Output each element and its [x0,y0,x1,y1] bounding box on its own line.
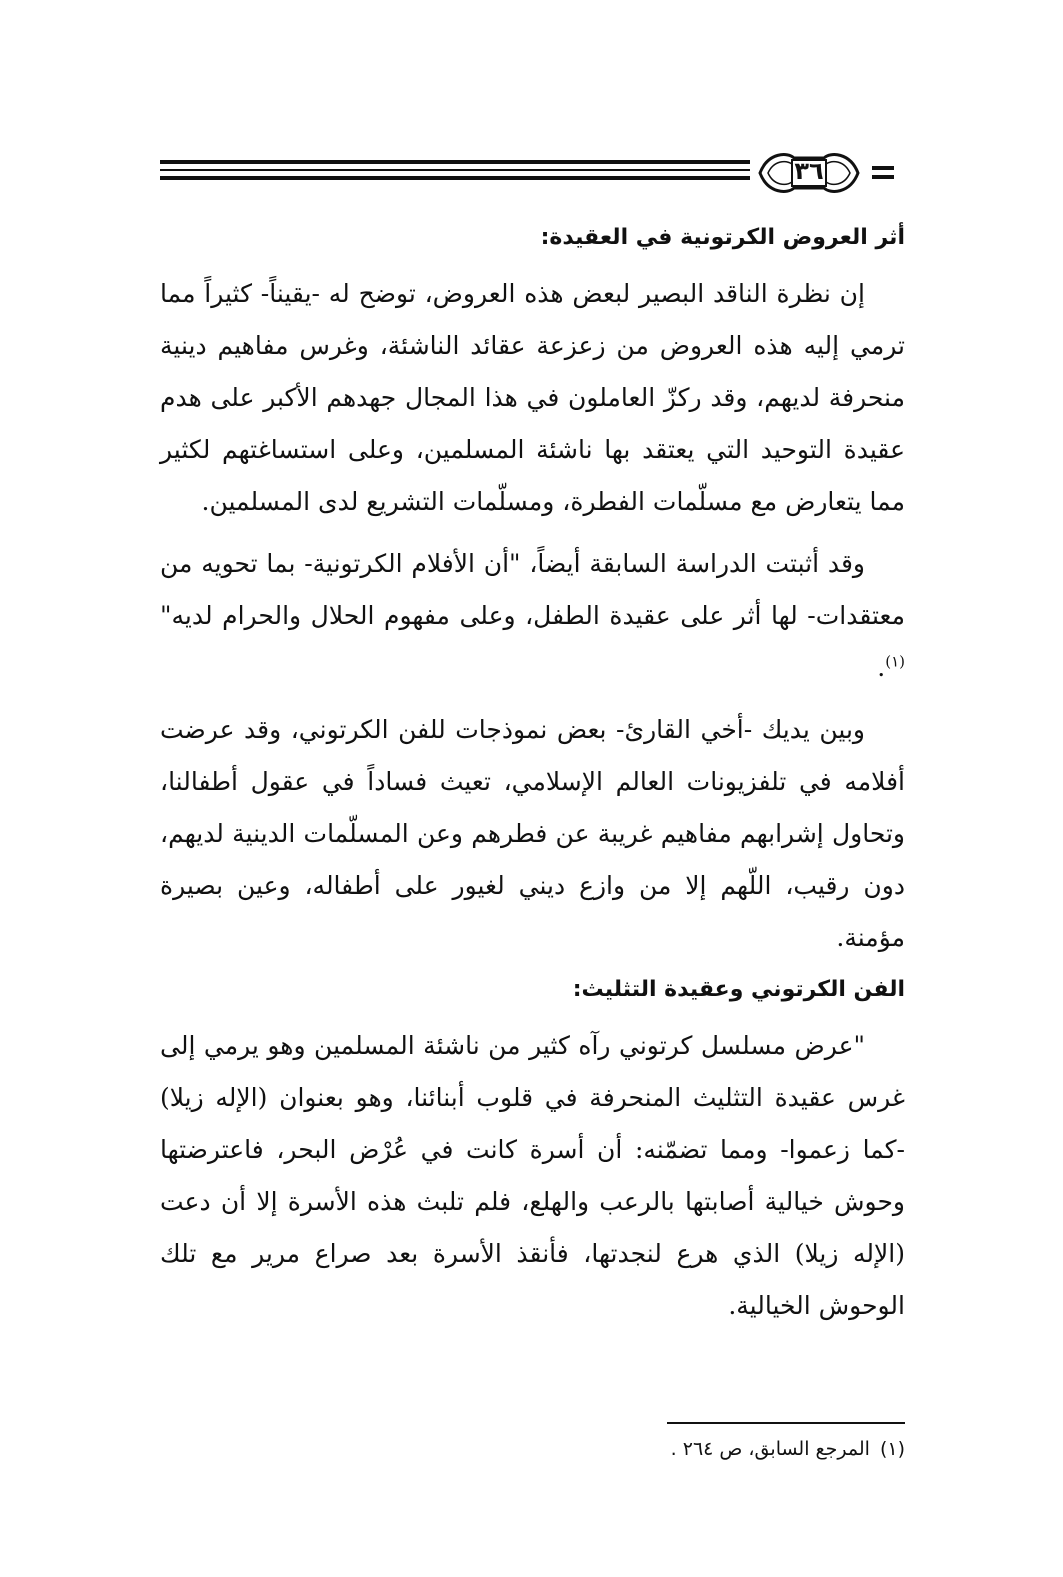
header-rule [160,160,750,186]
header-end-dash [872,166,894,180]
section-heading: الفن الكرتوني وعقيدة التثليث: [572,977,905,1002]
footnote [305,1434,905,1464]
quote-end: . [877,653,886,682]
paragraph: إن نظرة الناقد البصير لبعض هذه العروض، توضح له -يقيناً- كثيراً مما ترمي إليه هذه العروض من زعزعة عقائد الناشئة، وغرس مفاهيم دينية منحرفة لديهم، وقد ركزّ العاملون في هذا المجال جهدهم الأكبر على هدم عقيدة التوحيد التي يعتقد بها ناشئة المسلمين، وعلى استساغتهم لكثير مما يتعارض مع مسلّمات الفطرة، ومسلّمات التشريع لدى المسلمين. [160,279,905,516]
quote-text: وقد أثبتت الدراسة السابقة أيضاً، "أن الأفلام الكرتونية- بما تحويه من معتقدات- لها أثر على عقيدة الطفل، وعلى مفهوم الحلال والحرام لديه" [160,549,905,630]
footnote-reference[interactable]: (١) [885,652,905,671]
page-header [160,148,905,200]
page-content [160,218,905,1342]
footnote-text: المرجع السابق، ص ٢٦٤ . [670,1438,870,1460]
footnote-mark: (١) [879,1438,905,1460]
paragraph: وبين يديك -أخي القارئ- بعض نموذجات للفن الكرتوني، وقد عرضت أفلامه في تلفزيونات العالم الإسلامي، تعيث فساداً في عقول أطفالنا، وتحاول إشرابهم مفاهيم غريبة عن فطرهم وعن المسلّمات الدينية لديهم، دون رقيب، اللّهم إلا من وازع ديني لغيور على أطفاله، وعين بصيرة مؤمنة. [160,715,905,952]
page-number-ornament [754,148,864,198]
page-number: ٣٦ [794,157,824,185]
section-heading: أثر العروض الكرتونية في العقيدة: [540,225,905,250]
quote-paragraph [160,538,905,694]
paragraph: "عرض مسلسل كرتوني رآه كثير من ناشئة المسلمين وهو يرمي إلى غرس عقيدة التثليث المنحرفة في قلوب أبنائنا، وهو بعنوان (الإله زيلا) -كما زعموا- ومما تضمّنه: أن أسرة كانت في عُرْض البحر، فاعترضتها وحوش خيالية أصابتها بالرعب والهلع، فلم تلبث هذه الأسرة إلا أن دعت (الإله زيلا) الذي هرع لنجدتها، فأنقذ الأسرة بعد صراع مرير مع تلك الوحوش الخيالية. [160,1031,905,1320]
footnote-separator [667,1422,905,1424]
